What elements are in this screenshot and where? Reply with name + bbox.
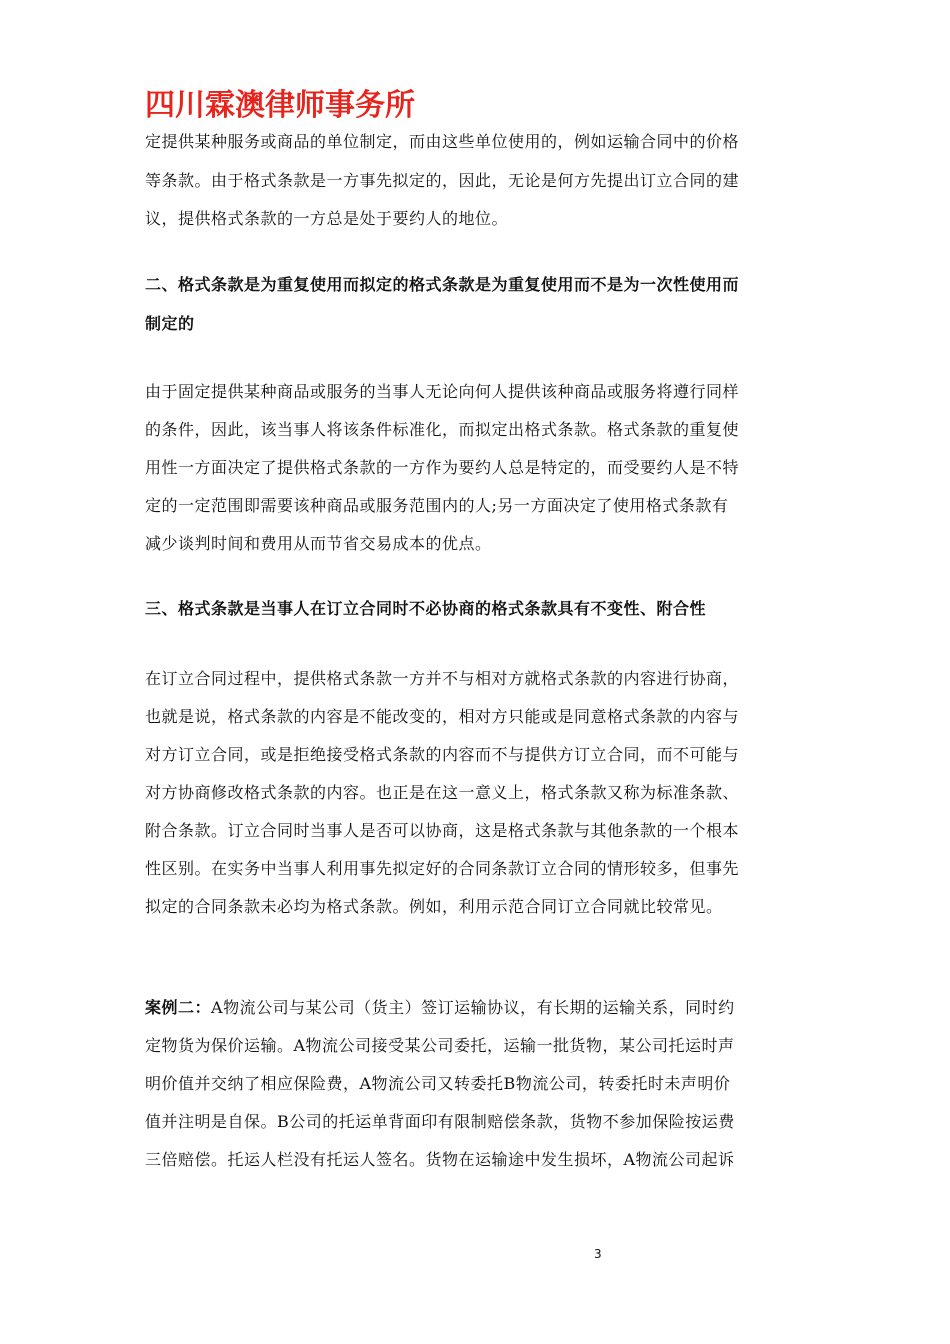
case-2-line-5: 三倍赔偿。托运人栏没有托运人签名。货物在运输途中发生损坏，A物流公司起诉 xyxy=(145,1150,735,1169)
section-2-body-line-3: 用性一方面决定了提供格式条款的一方作为要约人总是特定的，而受要约人是不特 xyxy=(145,458,740,477)
intro-line-1: 定提供某种服务或商品的单位制定，而由这些单位使用的，例如运输合同中的价格 xyxy=(145,132,740,151)
section-2-body-line-4: 定的一定范围即需要该种商品或服务范围内的人;另一方面决定了使用格式条款有 xyxy=(145,496,729,515)
case-2-line-1 xyxy=(145,997,735,1019)
case-2-line-3: 明价值并交纳了相应保险费，A物流公司又转委托B物流公司，转委托时未声明价 xyxy=(145,1074,731,1093)
case-2-label: 案例二： xyxy=(145,998,212,1017)
section-3-body-line-4: 对方协商修改格式条款的内容。也正是在这一意义上，格式条款又称为标准条款、 xyxy=(145,783,740,802)
page-number: 3 xyxy=(594,1247,602,1261)
case-2-line-2: 定物货为保价运输。A物流公司接受某公司委托，运输一批货物，某公司托运时声 xyxy=(145,1036,735,1055)
intro-line-2: 等条款。由于格式条款是一方事先拟定的，因此，无论是何方先提出订立合同的建 xyxy=(145,171,740,190)
section-3-body-line-6: 性区别。在实务中当事人利用事先拟定好的合同条款订立合同的情形较多，但事先 xyxy=(145,859,740,878)
section-3-body-line-1: 在订立合同过程中，提供格式条款一方并不与相对方就格式条款的内容进行协商， xyxy=(145,669,740,688)
section-2-heading-line-1: 二、格式条款是为重复使用而拟定的格式条款是为重复使用而不是为一次性使用而 xyxy=(145,275,740,294)
section-3-body-line-3: 对方订立合同，或是拒绝接受格式条款的内容而不与提供方订立合同，而不可能与 xyxy=(145,745,740,764)
section-2-body-line-2: 的条件，因此，该当事人将该条件标准化，而拟定出格式条款。格式条款的重复使 xyxy=(145,420,740,439)
section-3-body-line-5: 附合条款。订立合同时当事人是否可以协商，这是格式条款与其他条款的一个根本 xyxy=(145,821,740,840)
section-2-body-line-5: 减少谈判时间和费用从而节省交易成本的优点。 xyxy=(145,534,492,553)
section-2-body-line-1: 由于固定提供某种商品或服务的当事人无论向何人提供该种商品或服务将遵行同样 xyxy=(145,382,740,401)
case-2-line-4: 值并注明是自保。B公司的托运单背面印有限制赔偿条款，货物不参加保险按运费 xyxy=(145,1112,735,1131)
intro-line-3: 议，提供格式条款的一方总是处于要约人的地位。 xyxy=(145,209,509,228)
section-3-heading: 三、格式条款是当事人在订立合同时不必协商的格式条款具有不变性、附合性 xyxy=(145,599,707,618)
law-firm-header: 四川霖澳律师事务所 xyxy=(145,88,415,123)
section-2-heading-line-2: 制定的 xyxy=(145,314,195,333)
case-2-first-line-text: A物流公司与某公司（货主）签订运输协议，有长期的运输关系，同时约 xyxy=(211,998,735,1017)
section-3-body-line-2: 也就是说，格式条款的内容是不能改变的，相对方只能或是同意格式条款的内容与 xyxy=(145,707,740,726)
section-3-body-line-7: 拟定的合同条款未必均为格式条款。例如，利用示范合同订立合同就比较常见。 xyxy=(145,897,723,916)
